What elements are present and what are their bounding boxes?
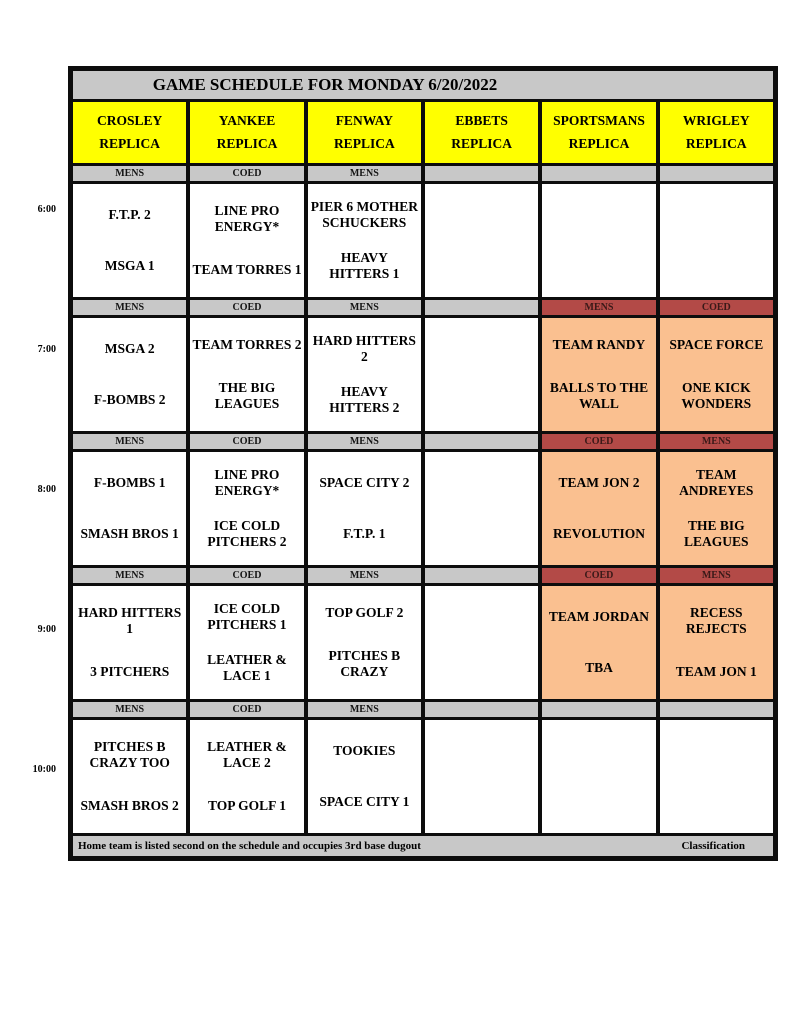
- footer-bar: [73, 833, 773, 856]
- away-team: TEAM JON 2: [558, 475, 640, 491]
- time-label: 8:00: [37, 484, 56, 495]
- division-cell: [656, 166, 773, 181]
- division-cell: MENS: [304, 300, 421, 315]
- games-row: [73, 583, 773, 699]
- division-cell: [656, 702, 773, 717]
- venue-cell-crosley: [73, 102, 186, 163]
- game-cell: [656, 318, 773, 431]
- game-cell: [421, 318, 538, 431]
- game-cell: [73, 720, 186, 833]
- footer-note: Home team is listed second on the schedule and occupies 3rd base dugout: [78, 840, 421, 852]
- away-team: LINE PRO ENERGY*: [214, 467, 280, 499]
- game-cell: [304, 720, 421, 833]
- venue-cell-yankee: [186, 102, 303, 163]
- game-cell: [421, 586, 538, 699]
- game-cell: [73, 452, 186, 565]
- venue-cell-sportsmans: [538, 102, 655, 163]
- away-team: TEAM JORDAN: [548, 609, 650, 625]
- game-cell: [656, 720, 773, 833]
- games-row: [73, 449, 773, 565]
- away-team: SPACE FORCE: [669, 337, 764, 353]
- games-row: [73, 315, 773, 431]
- away-team: ICE COLD PITCHERS 1: [207, 601, 287, 633]
- venue-cell-ebbets: [421, 102, 538, 163]
- away-team: TOOKIES: [333, 743, 396, 759]
- away-team: TOP GOLF 2: [325, 605, 404, 621]
- division-row: [73, 565, 773, 583]
- game-cell: [73, 318, 186, 431]
- game-cell: [421, 720, 538, 833]
- schedule-body: [73, 163, 773, 833]
- home-team: HEAVY HITTERS 2: [329, 383, 400, 415]
- home-team: PITCHES B CRAZY: [328, 647, 401, 679]
- venue-name: FENWAY: [335, 113, 393, 129]
- home-team: TEAM JON 1: [675, 663, 757, 679]
- home-team: TOP GOLF 1: [207, 797, 286, 813]
- game-cell: [538, 586, 655, 699]
- venue-replica-label: REPLICA: [568, 135, 630, 151]
- game-cell: [421, 452, 538, 565]
- home-team: MSGA 1: [104, 257, 155, 273]
- away-team: SPACE CITY 2: [319, 475, 410, 491]
- classification-label: Classification: [681, 840, 745, 852]
- away-team: PIER 6 MOTHER SCHUCKERS: [310, 199, 418, 231]
- away-team: HARD HITTERS 1: [78, 605, 182, 637]
- venue-name: CROSLEY: [97, 113, 163, 129]
- schedule-table: [68, 66, 778, 861]
- venue-cell-wrigley: [656, 102, 773, 163]
- venue-replica-label: REPLICA: [99, 135, 161, 151]
- venue-replica-label: REPLICA: [451, 135, 513, 151]
- home-team: LEATHER & LACE 1: [207, 651, 287, 683]
- game-cell: [304, 318, 421, 431]
- home-team: THE BIG LEAGUES: [214, 379, 280, 411]
- division-cell: COED: [186, 166, 303, 181]
- venue-name: YANKEE: [218, 113, 276, 129]
- venue-replica-label: REPLICA: [685, 135, 747, 151]
- division-row: [73, 297, 773, 315]
- away-team: TEAM RANDY: [552, 337, 646, 353]
- game-cell: [73, 586, 186, 699]
- home-team: F-BOMBS 2: [93, 391, 166, 407]
- game-cell: [186, 318, 303, 431]
- division-cell: MENS: [538, 300, 655, 315]
- division-cell: [421, 166, 538, 181]
- home-team: BALLS TO THE WALL: [549, 379, 649, 411]
- division-cell: MENS: [656, 568, 773, 583]
- game-cell: [538, 452, 655, 565]
- venue-header-row: [73, 99, 773, 163]
- game-cell: [656, 184, 773, 297]
- away-team: TEAM TORRES 2: [192, 337, 302, 353]
- title-bar: [73, 71, 773, 99]
- game-cell: [73, 184, 186, 297]
- game-cell: [656, 586, 773, 699]
- division-cell: COED: [186, 568, 303, 583]
- game-cell: [186, 720, 303, 833]
- away-team: F-BOMBS 1: [93, 475, 166, 491]
- game-cell: [304, 184, 421, 297]
- game-cell: [186, 184, 303, 297]
- games-row: [73, 181, 773, 297]
- division-cell: MENS: [73, 702, 186, 717]
- division-cell: [421, 702, 538, 717]
- game-cell: [304, 452, 421, 565]
- away-team: PITCHES B CRAZY TOO: [89, 739, 170, 771]
- division-cell: MENS: [304, 166, 421, 181]
- home-team: ONE KICK WONDERS: [681, 379, 752, 411]
- division-cell: COED: [538, 434, 655, 449]
- game-cell: [538, 318, 655, 431]
- venue-replica-label: REPLICA: [333, 135, 395, 151]
- division-cell: MENS: [304, 568, 421, 583]
- time-label: 10:00: [32, 764, 56, 775]
- game-cell: [656, 452, 773, 565]
- away-team: MSGA 2: [104, 341, 155, 357]
- division-cell: MENS: [73, 166, 186, 181]
- division-cell: [538, 166, 655, 181]
- schedule-title: GAME SCHEDULE FOR MONDAY 6/20/2022: [152, 75, 498, 94]
- away-team: LEATHER & LACE 2: [207, 739, 287, 771]
- away-team: LINE PRO ENERGY*: [214, 203, 280, 235]
- home-team: F.T.P. 1: [343, 525, 386, 541]
- venue-cell-fenway: [304, 102, 421, 163]
- division-cell: MENS: [304, 434, 421, 449]
- division-cell: MENS: [73, 300, 186, 315]
- division-row: [73, 431, 773, 449]
- time-label: 6:00: [37, 204, 56, 215]
- games-row: [73, 717, 773, 833]
- away-team: F.T.P. 2: [108, 207, 151, 223]
- home-team: ICE COLD PITCHERS 2: [207, 517, 287, 549]
- game-cell: [538, 720, 655, 833]
- home-team: HEAVY HITTERS 1: [329, 249, 400, 281]
- venue-name: WRIGLEY: [682, 113, 750, 129]
- game-cell: [304, 586, 421, 699]
- home-team: SMASH BROS 1: [80, 525, 179, 541]
- away-team: TEAM ANDREYES: [679, 467, 754, 499]
- division-row: [73, 163, 773, 181]
- venue-name: EBBETS: [455, 113, 508, 129]
- division-cell: [421, 434, 538, 449]
- division-cell: [421, 568, 538, 583]
- game-cell: [538, 184, 655, 297]
- home-team: THE BIG LEAGUES: [684, 517, 749, 549]
- division-cell: MENS: [656, 434, 773, 449]
- away-team: RECESS REJECTS: [685, 605, 747, 637]
- venue-replica-label: REPLICA: [216, 135, 278, 151]
- home-team: TBA: [585, 659, 613, 675]
- venue-name: SPORTSMANS: [553, 113, 645, 129]
- division-cell: COED: [186, 702, 303, 717]
- home-team: TEAM TORRES 1: [192, 261, 302, 277]
- division-cell: [421, 300, 538, 315]
- away-team: HARD HITTERS 2: [312, 333, 416, 365]
- game-cell: [186, 586, 303, 699]
- division-cell: [538, 702, 655, 717]
- division-cell: COED: [538, 568, 655, 583]
- game-cell: [186, 452, 303, 565]
- division-cell: COED: [186, 434, 303, 449]
- home-team: SMASH BROS 2: [80, 797, 179, 813]
- time-label: 9:00: [37, 624, 56, 635]
- division-cell: MENS: [304, 702, 421, 717]
- division-cell: MENS: [73, 568, 186, 583]
- time-label: 7:00: [37, 344, 56, 355]
- division-cell: COED: [656, 300, 773, 315]
- division-cell: MENS: [73, 434, 186, 449]
- game-cell: [421, 184, 538, 297]
- home-team: 3 PITCHERS: [90, 663, 170, 679]
- division-cell: COED: [186, 300, 303, 315]
- home-team: SPACE CITY 1: [319, 793, 410, 809]
- division-row: [73, 699, 773, 717]
- home-team: REVOLUTION: [552, 525, 645, 541]
